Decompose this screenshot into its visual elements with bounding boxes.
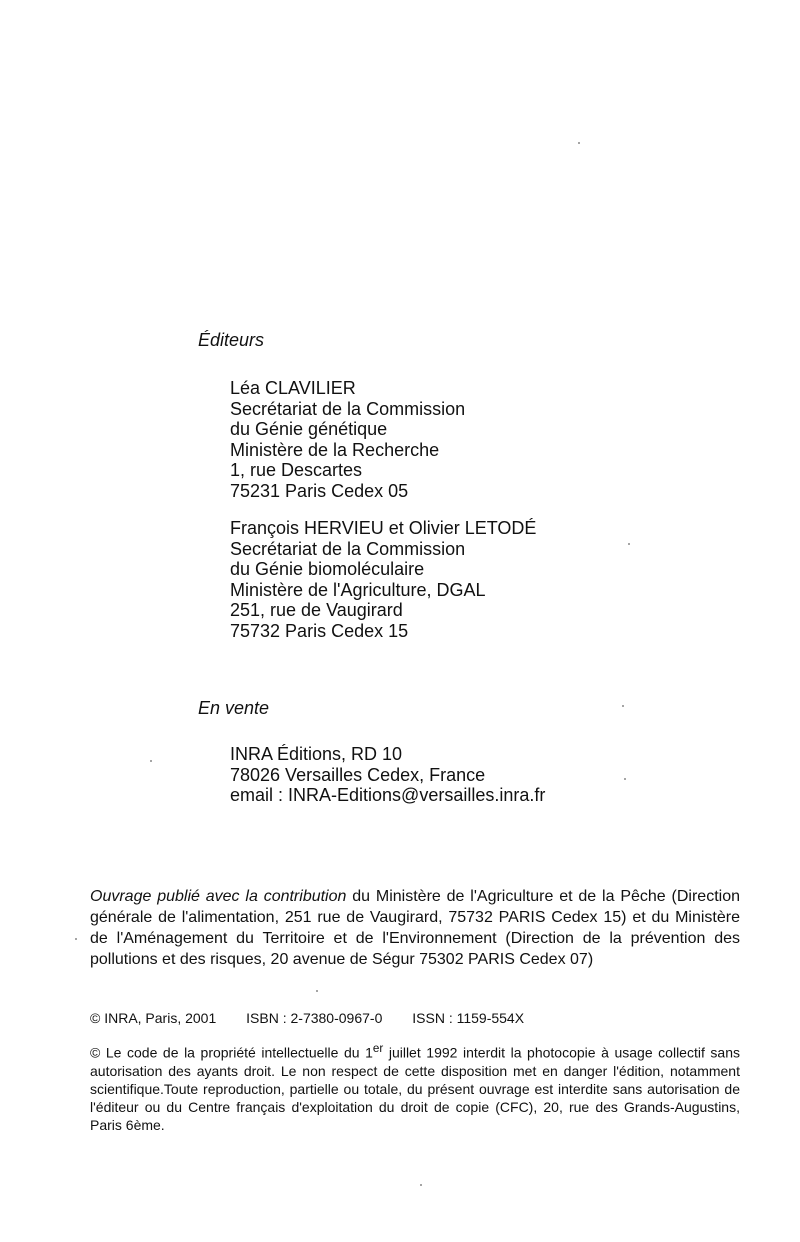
legal-text-start: © Le code de la propriété intellectuelle du 1 <box>90 1044 373 1061</box>
address-line: 75231 Paris Cedex 05 <box>230 480 409 501</box>
copyright-notice: © INRA, Paris, 2001 <box>90 1010 217 1026</box>
scan-speck <box>75 938 77 940</box>
legal-notice <box>90 1040 740 1134</box>
address-line: du Génie génétique <box>230 419 388 439</box>
editeurs-heading: Éditeurs <box>198 330 265 350</box>
address-line: INRA Éditions, RD 10 <box>230 744 403 764</box>
address-line: Ministère de la Recherche <box>230 439 440 460</box>
contribution-text: du Ministère de l'Agriculture et de la Pêche (Direction générale de l'alimentation, 251 rue de Vaugirard, 75732 PARIS Cedex 15) et du Ministère de l'Aménagement du Territoire et de l'Environnement (Direction de la prévention des pollutions et des risques, 20 avenue de Ségur 75302 PARIS Cedex 07) <box>90 888 741 968</box>
legal-superscript: er <box>372 1042 384 1055</box>
address-line: 78026 Versailles Cedex, France <box>230 764 486 785</box>
address-line: Ministère de l'Agriculture, DGAL <box>230 579 486 600</box>
contribution-lead: Ouvrage publié avec la contribution <box>90 888 347 905</box>
scan-speck <box>578 142 580 144</box>
scan-speck <box>316 990 318 992</box>
copyright-line <box>90 1010 550 1026</box>
address-line: 251, rue de Vaugirard <box>230 600 403 620</box>
issn: ISSN : 1159-554X <box>412 1010 525 1026</box>
scan-speck <box>150 760 152 762</box>
address-line: du Génie biomoléculaire <box>230 559 425 579</box>
en-vente-heading: En vente <box>198 698 270 718</box>
address-line: 1, rue Descartes <box>230 460 363 480</box>
scan-speck <box>628 543 630 545</box>
scan-speck <box>622 705 624 707</box>
scan-speck <box>624 778 626 780</box>
contribution-paragraph <box>90 886 740 970</box>
address-line: Secrétariat de la Commission <box>230 538 466 559</box>
address-line: 75732 Paris Cedex 15 <box>230 620 409 641</box>
legal-text-end: juillet 1992 interdit la photocopie à usage collectif sans autorisation des ayants droit. Le non respect de cette disposition met en danger l'édition, notamment scientifique.Toute reproduction, partielle ou totale, du présent ouvrage est interdite sans autorisation de l'éditeur ou du Centre français d'exploitation du droit de copie (CFC), 20, rue des Grands-Augustins, Paris 6ème. <box>90 1044 740 1133</box>
editor-name: Léa CLAVILIER <box>230 378 356 398</box>
editor-name: François HERVIEU et Olivier LETODÉ <box>230 518 537 538</box>
email-line: email : INRA-Editions@versailles.inra.fr <box>230 785 546 805</box>
address-line: Secrétariat de la Commission <box>230 398 466 419</box>
editor-address-1 <box>230 378 465 501</box>
sales-address <box>230 744 545 806</box>
editor-address-2 <box>230 518 536 641</box>
scan-speck <box>420 1184 422 1186</box>
isbn: ISBN : 2-7380-0967-0 <box>246 1010 383 1026</box>
